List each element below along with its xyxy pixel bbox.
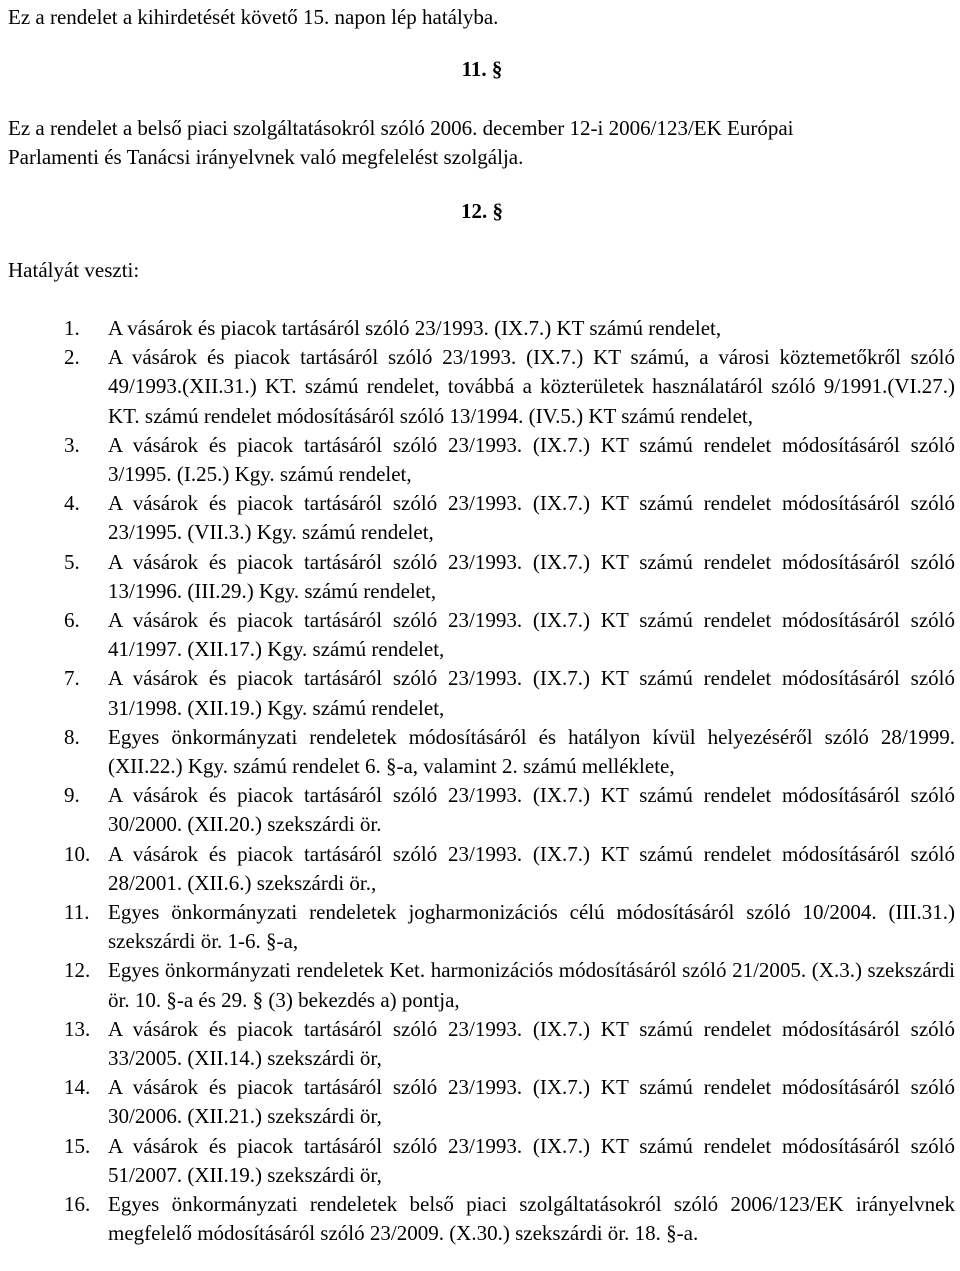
- list-item-number: 13.: [64, 1016, 91, 1041]
- list-item-text: A vásárok és piacok tartásáról szóló 23/1993. (IX.7.) KT számú rendelet módosításáról szóló 30/2000. (XII.20.) szekszárdi ör.: [108, 783, 955, 837]
- list-item: [0, 314, 955, 343]
- list-item-number: 6.: [64, 608, 80, 633]
- list-item-text: Egyes önkormányzati rendeletek jogharmonizációs célú módosításáról szóló 10/2004. (III.31.) szekszárdi ör. 1-6. §-a,: [108, 900, 955, 954]
- repeal-label: Hatályát veszti:: [8, 258, 140, 282]
- list-item-text: Egyes önkormányzati rendeletek Ket. harmonizációs módosításáról szóló 21/2005. (X.3.) szekszárdi ör. 10. §-a és 29. § (3) bekezdés a) pontja,: [108, 958, 955, 1012]
- list-item: [0, 606, 955, 664]
- section-11-heading: 11. §: [461, 57, 503, 81]
- list-item: [0, 723, 955, 781]
- list-item-text: A vásárok és piacok tartásáról szóló 23/1993. (IX.7.) KT számú rendelet módosításáról szóló 13/1996. (III.29.) Kgy. számú rendelet,: [108, 549, 955, 603]
- list-item: [0, 489, 955, 547]
- list-item-text: A vásárok és piacok tartásáról szóló 23/1993. (IX.7.) KT számú rendelet módosításáról szóló 28/2001. (XII.6.) szekszárdi ör.,: [108, 841, 955, 895]
- list-item-text: A vásárok és piacok tartásáról szóló 23/1993. (IX.7.) KT számú rendelet módosításáról szóló 23/1995. (VII.3.) Kgy. számú rendelet,: [108, 491, 955, 545]
- list-item-text: A vásárok és piacok tartásáról szóló 23/1993. (IX.7.) KT számú rendelet módosításáról szóló 3/1995. (I.25.) Kgy. számú rendelet,: [108, 432, 955, 487]
- list-item-number: 4.: [64, 491, 80, 516]
- list-item-number: 3.: [64, 432, 80, 457]
- list-item-text: A vásárok és piacok tartásáról szóló 23/1993. (IX.7.) KT számú rendelet módosításáról szóló 31/1998. (XII.19.) Kgy. számú rendelet,: [108, 666, 955, 720]
- repealed-regulations-list: [0, 314, 955, 1249]
- list-item-number: 2.: [64, 345, 80, 370]
- list-item-number: 8.: [64, 724, 80, 749]
- list-item: [0, 956, 955, 1014]
- list-item: [0, 898, 955, 956]
- list-item-number: 1.: [64, 316, 80, 340]
- list-item-number: 10.: [64, 841, 91, 866]
- list-item-number: 12.: [64, 958, 91, 983]
- list-item: [0, 781, 955, 839]
- list-item-text: A vásárok és piacok tartásáról szóló 23/1993. (IX.7.) KT számú rendelet módosításáról szóló 33/2005. (XII.14.) szekszárdi ör,: [108, 1016, 955, 1071]
- list-item-number: 9.: [64, 783, 80, 808]
- list-item-number: 14.: [64, 1075, 91, 1100]
- list-item-number: 16.: [64, 1192, 91, 1217]
- list-item: [0, 1015, 955, 1073]
- list-item-text: Egyes önkormányzati rendeletek belső piaci szolgáltatásokról szóló 2006/123/EK irányelvnek megfelelő módosításáról szóló 23/2009. (X.30.) szekszárdi ör. 18. §-a.: [108, 1192, 955, 1246]
- list-item-number: 5.: [64, 549, 80, 574]
- list-item: [0, 1132, 955, 1190]
- list-item-text: A vásárok és piacok tartásáról szóló 23/1993. (IX.7.) KT számú rendelet,: [108, 316, 722, 340]
- list-item: [0, 840, 955, 898]
- effective-date-text: Ez a rendelet a kihirdetését követő 15. napon lép hatályba.: [8, 5, 499, 29]
- purpose-text-line-1: Ez a rendelet a belső piaci szolgáltatásokról szóló 2006. december 12-i 2006/123/EK Európai: [8, 116, 794, 140]
- list-item-number: 11.: [64, 900, 90, 925]
- section-12-heading: 12. §: [461, 199, 503, 223]
- list-item: [0, 343, 955, 431]
- list-item-text: A vásárok és piacok tartásáról szóló 23/1993. (IX.7.) KT számú rendelet módosításáról szóló 30/2006. (XII.21.) szekszárdi ör,: [108, 1075, 955, 1129]
- purpose-text-line-2: Parlamenti és Tanácsi irányelvnek való megfelelést szolgálja.: [8, 145, 524, 169]
- list-item-text: A vásárok és piacok tartásáról szóló 23/1993. (IX.7.) KT számú rendelet módosításáról szóló 51/2007. (XII.19.) szekszárdi ör,: [108, 1133, 955, 1187]
- list-item: [0, 664, 955, 722]
- list-item: [0, 1190, 955, 1248]
- list-item-number: 15.: [64, 1133, 91, 1158]
- list-item-text: Egyes önkormányzati rendeletek módosításáról és hatályon kívül helyezéséről szóló 28/1999. (XII.22.) Kgy. számú rendelet 6. §-a, valamint 2. számú melléklete,: [108, 724, 955, 779]
- list-item: [0, 1073, 955, 1131]
- list-item: [0, 431, 955, 489]
- list-item: [0, 548, 955, 606]
- list-item-number: 7.: [64, 666, 80, 691]
- list-item-text: A vásárok és piacok tartásáról szóló 23/1993. (IX.7.) KT számú, a városi köztemetőkről szóló 49/1993.(XII.31.) KT. számú rendelet, továbbá a közterületek használatáról szóló 9/1991.(VI.27.) KT. számú rendelet módosításáról szóló 13/1994. (IV.5.) KT számú rendelet,: [108, 345, 955, 428]
- list-item-text: A vásárok és piacok tartásáról szóló 23/1993. (IX.7.) KT számú rendelet módosításáról szóló 41/1997. (XII.17.) Kgy. számú rendelet,: [108, 608, 955, 662]
